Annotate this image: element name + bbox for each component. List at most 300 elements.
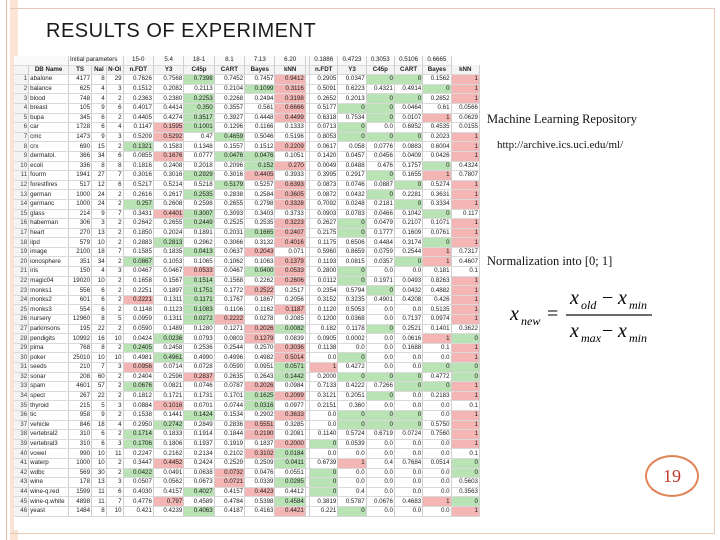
table-cell: 105	[69, 103, 92, 113]
table-cell: 0.0676	[366, 497, 394, 507]
table-cell: 6	[106, 487, 123, 497]
table-cell: 0.2013	[338, 94, 366, 104]
table-cell: 34	[14, 391, 29, 401]
table-cell: 9	[92, 103, 107, 113]
table-row	[14, 94, 480, 104]
formula-lhs-var: x	[510, 303, 519, 325]
table-cell: 0.0272	[184, 315, 214, 325]
table-cell: 0.2596	[153, 372, 183, 382]
table-cell: 0.1833	[153, 430, 183, 440]
table-cell: 0.4016	[275, 238, 305, 248]
table-cell: 0.0	[366, 343, 394, 353]
table-cell: 3	[92, 219, 107, 229]
table-cell: 0.0	[394, 267, 422, 277]
table-cell: 0.0616	[394, 334, 422, 344]
table-cell: 2	[106, 219, 123, 229]
table-cell: 0.4448	[245, 113, 275, 123]
table-cell: 0.1138	[310, 343, 338, 353]
table-cell: 0.4027	[184, 487, 214, 497]
table-cell: 0.0357	[366, 257, 394, 267]
table-row	[14, 123, 480, 133]
table-cell: 336	[69, 161, 92, 171]
table-cell: 1	[451, 295, 479, 305]
table-cell: 7	[92, 363, 107, 373]
table-cell: 7	[106, 209, 123, 219]
table-cell: 22	[92, 324, 107, 334]
table-cell: 2	[106, 199, 123, 209]
table-cell: 0	[423, 84, 451, 94]
table-row	[14, 487, 480, 497]
table-cell: 19	[14, 247, 29, 257]
table-cell: 0.2608	[153, 199, 183, 209]
formula-lhs-sub: new	[521, 314, 541, 328]
table-cell: 0.1676	[153, 151, 183, 161]
table-row	[14, 305, 480, 315]
table-cell: 0.2026	[245, 382, 275, 392]
table-cell: 0.2535	[184, 190, 214, 200]
table-cell: 0.0	[423, 439, 451, 449]
table-cell: 0.0426	[423, 151, 451, 161]
table-cell: 0.0	[366, 315, 394, 325]
table-cell: 40	[14, 449, 29, 459]
table-cell: 0.2521	[394, 324, 422, 334]
table-cell: 0.3622	[451, 324, 479, 334]
table-cell: 625	[69, 84, 92, 94]
table-cell: 0.3093	[214, 209, 244, 219]
table-cell: 0.2509	[245, 458, 275, 468]
table-cell: 0.0432	[394, 286, 422, 296]
table-cell: 0.0432	[338, 190, 366, 200]
table-cell: wdbc	[29, 468, 69, 478]
table-cell: 0	[338, 372, 366, 382]
table-cell: 0.0872	[310, 190, 338, 200]
table-cell: 306	[69, 219, 92, 229]
table-cell: 270	[69, 228, 92, 238]
table-cell: 0.2962	[184, 238, 214, 248]
table-cell: 0.0	[423, 506, 451, 516]
table-cell: 0.3819	[310, 497, 338, 507]
table-cell: 27	[92, 171, 107, 181]
table-cell: 1	[423, 497, 451, 507]
table-cell: 0.2404	[123, 372, 153, 382]
table-cell: 0.0539	[338, 439, 366, 449]
table-cell: 0.1714	[123, 430, 153, 440]
table-cell: 0.0	[394, 487, 422, 497]
table-cell: 12	[92, 180, 107, 190]
table-cell: 0.2000	[275, 439, 305, 449]
table-cell: 579	[69, 238, 92, 248]
table-cell: 32	[14, 372, 29, 382]
table-cell: 0.1187	[275, 305, 305, 315]
table-cell: 0.1595	[153, 123, 183, 133]
table-cell: 0.426	[423, 295, 451, 305]
table-cell: 0.1534	[214, 410, 244, 420]
table-cell: 0.0821	[153, 382, 183, 392]
table-cell: 0.2570	[245, 343, 275, 353]
table-cell: 0.6665	[423, 56, 451, 65]
table-cell: 9	[92, 132, 107, 142]
table-cell: 0.0905	[310, 334, 338, 344]
table-cell: 0.7534	[338, 113, 366, 123]
table-cell: kNN	[451, 65, 479, 75]
table-row	[14, 439, 480, 449]
table-cell: 1	[451, 132, 479, 142]
table-cell: 0.7398	[184, 75, 214, 85]
table-row	[14, 84, 480, 94]
table-cell: 2	[106, 382, 123, 392]
table-cell: 0.1442	[275, 372, 305, 382]
formula-num-sub2: min	[629, 298, 647, 312]
table-cell: 0.1688	[394, 343, 422, 353]
table-cell: 0.4452	[153, 458, 183, 468]
table-cell: 0.2262	[245, 276, 275, 286]
table-cell: DB Name	[29, 65, 69, 75]
table-cell: 0.0903	[310, 209, 338, 219]
table-cell: 22	[14, 276, 29, 286]
table-row	[14, 75, 480, 85]
table-cell: 0.4484	[366, 238, 394, 248]
table-cell: 0.0959	[123, 315, 153, 325]
table-cell: 0	[310, 439, 338, 449]
table-row	[14, 209, 480, 219]
table-cell: 0.1148	[123, 305, 153, 315]
table-cell: 2	[106, 410, 123, 420]
table-cell: 0.6004	[423, 142, 451, 152]
table-cell: 214	[69, 209, 92, 219]
table-cell: 0.0	[394, 506, 422, 516]
table-cell: 0	[338, 420, 366, 430]
table-cell: 0.4723	[338, 56, 366, 65]
table-cell: 10	[106, 334, 123, 344]
table-cell: 0.0	[423, 449, 451, 459]
table-cell: 0.4772	[423, 372, 451, 382]
table-row	[14, 506, 480, 516]
table-cell: wine-q.white	[29, 497, 69, 507]
table-cell: 0.0368	[338, 315, 366, 325]
table-cell: 0	[310, 468, 338, 478]
table-cell: 0.476	[366, 161, 394, 171]
table-cell: 15	[14, 209, 29, 219]
table-cell: 1	[451, 382, 479, 392]
table-row	[14, 257, 480, 267]
table-row	[14, 458, 480, 468]
table-cell: 0.3328	[275, 199, 305, 209]
formula-num-var2: x	[618, 287, 627, 309]
table-cell: 0.1655	[394, 171, 422, 181]
table-cell: 0.4157	[214, 487, 244, 497]
table-cell: 0.4063	[184, 506, 214, 516]
table-cell: thyroid	[29, 401, 69, 411]
table-cell: 11	[92, 487, 107, 497]
table-cell: 0.3517	[184, 113, 214, 123]
table-cell: 0.0855	[123, 151, 153, 161]
table-cell: 0.0467	[153, 267, 183, 277]
table-cell: 1	[451, 238, 479, 248]
table-cell: 0.6506	[338, 238, 366, 248]
table-cell: 0	[366, 75, 394, 85]
table-cell: 8	[92, 161, 107, 171]
table-cell: 0.0476	[245, 151, 275, 161]
table-cell: 1941	[69, 171, 92, 181]
table-cell: 0.4607	[451, 257, 479, 267]
table-header-row	[14, 65, 480, 75]
table-cell: 0	[423, 238, 451, 248]
table-cell: 6	[14, 123, 29, 133]
table-cell: 0.0	[423, 478, 451, 488]
table-cell: 0.0409	[394, 151, 422, 161]
table-cell: 0.2018	[184, 161, 214, 171]
table-cell: 0.421	[123, 506, 153, 516]
table-cell: wine-q.red	[29, 487, 69, 497]
table-cell: 0.3431	[123, 209, 153, 219]
table-row	[14, 199, 480, 209]
repository-url: http://archive.ics.uci.edu/ml/	[497, 139, 624, 151]
table-cell: 0.0476	[214, 151, 244, 161]
table-cell: 0.1166	[245, 123, 275, 133]
table-cell: parkinsons	[29, 324, 69, 334]
table-row	[14, 113, 480, 123]
table-cell: 31	[14, 363, 29, 373]
table-cell: 0.4981	[123, 353, 153, 363]
table-cell: 0.0	[338, 468, 366, 478]
table-cell: 1599	[69, 487, 92, 497]
table-cell: 0.6666	[275, 103, 305, 113]
table-cell: 1000	[69, 190, 92, 200]
table-cell: 0.3116	[275, 84, 305, 94]
table-cell: 0.1175	[310, 238, 338, 248]
slide-frame-bottom	[10, 533, 714, 534]
table-cell: 0.1583	[153, 142, 183, 152]
table-row	[14, 171, 480, 181]
table-cell: 150	[69, 267, 92, 277]
formula-equals: =	[547, 303, 559, 325]
table-cell: 0.2085	[275, 315, 305, 325]
table-cell: 3	[106, 132, 123, 142]
table-cell: 0.0184	[275, 449, 305, 459]
table-cell: 0.1279	[245, 334, 275, 344]
table-cell: 0.4683	[394, 497, 422, 507]
table-cell: N-Ol	[108, 65, 122, 73]
table-cell: 0.2635	[214, 372, 244, 382]
table-cell: 42	[14, 468, 29, 478]
table-cell: 0.2652	[310, 94, 338, 104]
table-cell: 3	[106, 267, 123, 277]
table-cell: 0.2836	[214, 420, 244, 430]
table-cell: 0.071	[275, 247, 305, 257]
table-cell: 0.2162	[153, 449, 183, 459]
table-cell: 0.0	[310, 410, 338, 420]
table-cell: 0.4982	[245, 353, 275, 363]
table-cell: 0.1296	[214, 123, 244, 133]
table-cell: 6	[106, 151, 123, 161]
table-cell: 0.8659	[338, 247, 366, 257]
table-cell: 0.0400	[245, 267, 275, 277]
table-cell: bupa	[29, 113, 69, 123]
table-cell: 2	[106, 343, 123, 353]
table-cell: 0.1897	[153, 286, 183, 296]
table-cell: 0.5603	[451, 478, 479, 488]
table-cell: 0.2458	[153, 343, 183, 353]
table-cell: 6	[106, 180, 123, 190]
table-cell: n.FDT	[310, 65, 338, 75]
table-cell: 0.4272	[338, 363, 366, 373]
table-cell: car	[29, 123, 69, 133]
table-cell: 18	[14, 238, 29, 248]
table-cell: 0.4784	[214, 497, 244, 507]
table-cell: 0.4030	[123, 487, 153, 497]
table-cell: vehicle	[29, 420, 69, 430]
table-cell: 11	[92, 497, 107, 507]
results-table-body	[14, 56, 480, 516]
table-cell: 16	[14, 219, 29, 229]
table-cell: 0.1585	[123, 247, 153, 257]
table-cell: 0.0	[394, 439, 422, 449]
table-cell: 4	[92, 267, 107, 277]
table-top-row	[14, 56, 480, 65]
table-cell: 0.1171	[184, 295, 214, 305]
table-cell	[14, 65, 29, 75]
table-cell: 0.0	[366, 439, 394, 449]
table-cell: 0	[394, 420, 422, 430]
table-cell: 1	[451, 353, 479, 363]
table-cell: 14	[14, 199, 29, 209]
table-cell: 0	[394, 199, 422, 209]
table-cell: 18	[92, 420, 107, 430]
table-cell: 4	[106, 420, 123, 430]
table-cell: 1	[423, 257, 451, 267]
table-cell: 8	[106, 161, 123, 171]
table-row	[14, 363, 480, 373]
table-cell: poker	[29, 353, 69, 363]
table-cell: 33	[14, 382, 29, 392]
table-cell: 3	[106, 401, 123, 411]
table-cell: 0.5274	[423, 180, 451, 190]
table-cell: 366	[69, 151, 92, 161]
table-cell: dermatol.	[29, 151, 69, 161]
table-cell: 0.1071	[423, 219, 451, 229]
table-cell: 10	[92, 353, 107, 363]
table-cell: 0.0479	[366, 219, 394, 229]
table-cell: 0.5046	[245, 132, 275, 142]
table-cell: 0.3102	[245, 449, 275, 459]
table-cell: 0.0533	[184, 267, 214, 277]
table-cell: 6	[92, 286, 107, 296]
table-cell: 0.2151	[310, 401, 338, 411]
normalization-formula	[500, 284, 700, 346]
table-cell: Initial parameters	[69, 56, 124, 65]
table-cell: 0.2222	[214, 315, 244, 325]
table-row	[14, 267, 480, 277]
table-cell: 0.1538	[123, 410, 153, 420]
table-cell: 0	[451, 334, 479, 344]
table-cell: 0	[366, 372, 394, 382]
table-cell: 0.7560	[423, 430, 451, 440]
table-cell: 0.1311	[153, 295, 183, 305]
table-cell: 0.2099	[275, 391, 305, 401]
table-cell: spam	[29, 382, 69, 392]
table-cell: 0.1806	[153, 439, 183, 449]
table-cell: 4898	[69, 497, 92, 507]
table-cell: 2	[106, 458, 123, 468]
table-cell: 0.0728	[184, 363, 214, 373]
table-cell: 0.5214	[153, 180, 183, 190]
table-cell: 0.0236	[153, 334, 183, 344]
table-cell: 0.0049	[310, 161, 338, 171]
table-cell: 0.1489	[153, 324, 183, 334]
table-cell: 0	[394, 75, 422, 85]
table-cell: 0.0	[423, 353, 451, 363]
table-cell: forestfires	[29, 180, 69, 190]
results-table-image	[14, 56, 480, 530]
table-cell: 0.0884	[123, 401, 153, 411]
table-cell: 1484	[69, 506, 92, 516]
table-cell: 0.4776	[123, 497, 153, 507]
table-cell: 0.3223	[275, 219, 305, 229]
table-cell: 3	[106, 478, 123, 488]
table-cell: 0.0590	[123, 324, 153, 334]
table-cell: 10	[92, 458, 107, 468]
table-cell: 4177	[69, 75, 92, 85]
table-cell: 0.2643	[245, 372, 275, 382]
table-cell: 990	[69, 449, 92, 459]
table-cell: 0.4187	[214, 506, 244, 516]
table-cell: 846	[69, 420, 92, 430]
table-cell: glass	[29, 209, 69, 219]
table-cell: waterp	[29, 458, 69, 468]
table-cell: 0.2031	[214, 228, 244, 238]
table-cell: 1	[338, 458, 366, 468]
table-cell: 0.3447	[123, 458, 153, 468]
table-cell: 0.0617	[310, 142, 338, 152]
table-row	[14, 468, 480, 478]
table-cell: 0.2363	[123, 94, 153, 104]
table-cell: 0.2529	[214, 458, 244, 468]
table-cell: 0.0422	[123, 468, 153, 478]
table-cell: 0.2813	[153, 238, 183, 248]
table-cell: 0.1401	[423, 324, 451, 334]
table-row	[14, 315, 480, 325]
table-cell: 6	[92, 123, 107, 133]
table-cell: 10992	[69, 334, 92, 344]
table-cell: 0.0803	[214, 334, 244, 344]
table-row	[14, 353, 480, 363]
table-cell: 0.2000	[310, 372, 338, 382]
table-cell: 0.1609	[394, 228, 422, 238]
table-cell: 0.2175	[310, 228, 338, 238]
table-cell: 0.0793	[184, 334, 214, 344]
table-cell: 0.0464	[394, 103, 422, 113]
table-cell: 768	[69, 343, 92, 353]
table-cell: 0.0491	[153, 468, 183, 478]
table-cell: 0.0476	[245, 468, 275, 478]
table-cell: 5	[106, 315, 123, 325]
table-cell: 0	[338, 267, 366, 277]
table-cell: 0.0721	[214, 478, 244, 488]
table-cell: 0.2424	[184, 458, 214, 468]
table-cell: 0.5398	[245, 497, 275, 507]
table-cell: iris	[29, 267, 69, 277]
table-cell: 0.0732	[214, 468, 244, 478]
table-cell: 0.2380	[153, 94, 183, 104]
table-cell: 0	[338, 103, 366, 113]
table-row	[14, 449, 480, 459]
table-cell: 30	[14, 353, 29, 363]
table-cell: 0.2190	[245, 430, 275, 440]
slide-frame-top	[10, 8, 714, 9]
table-cell: 1	[451, 430, 479, 440]
table-cell: 0.8053	[310, 132, 338, 142]
table-cell: 1	[451, 305, 479, 315]
